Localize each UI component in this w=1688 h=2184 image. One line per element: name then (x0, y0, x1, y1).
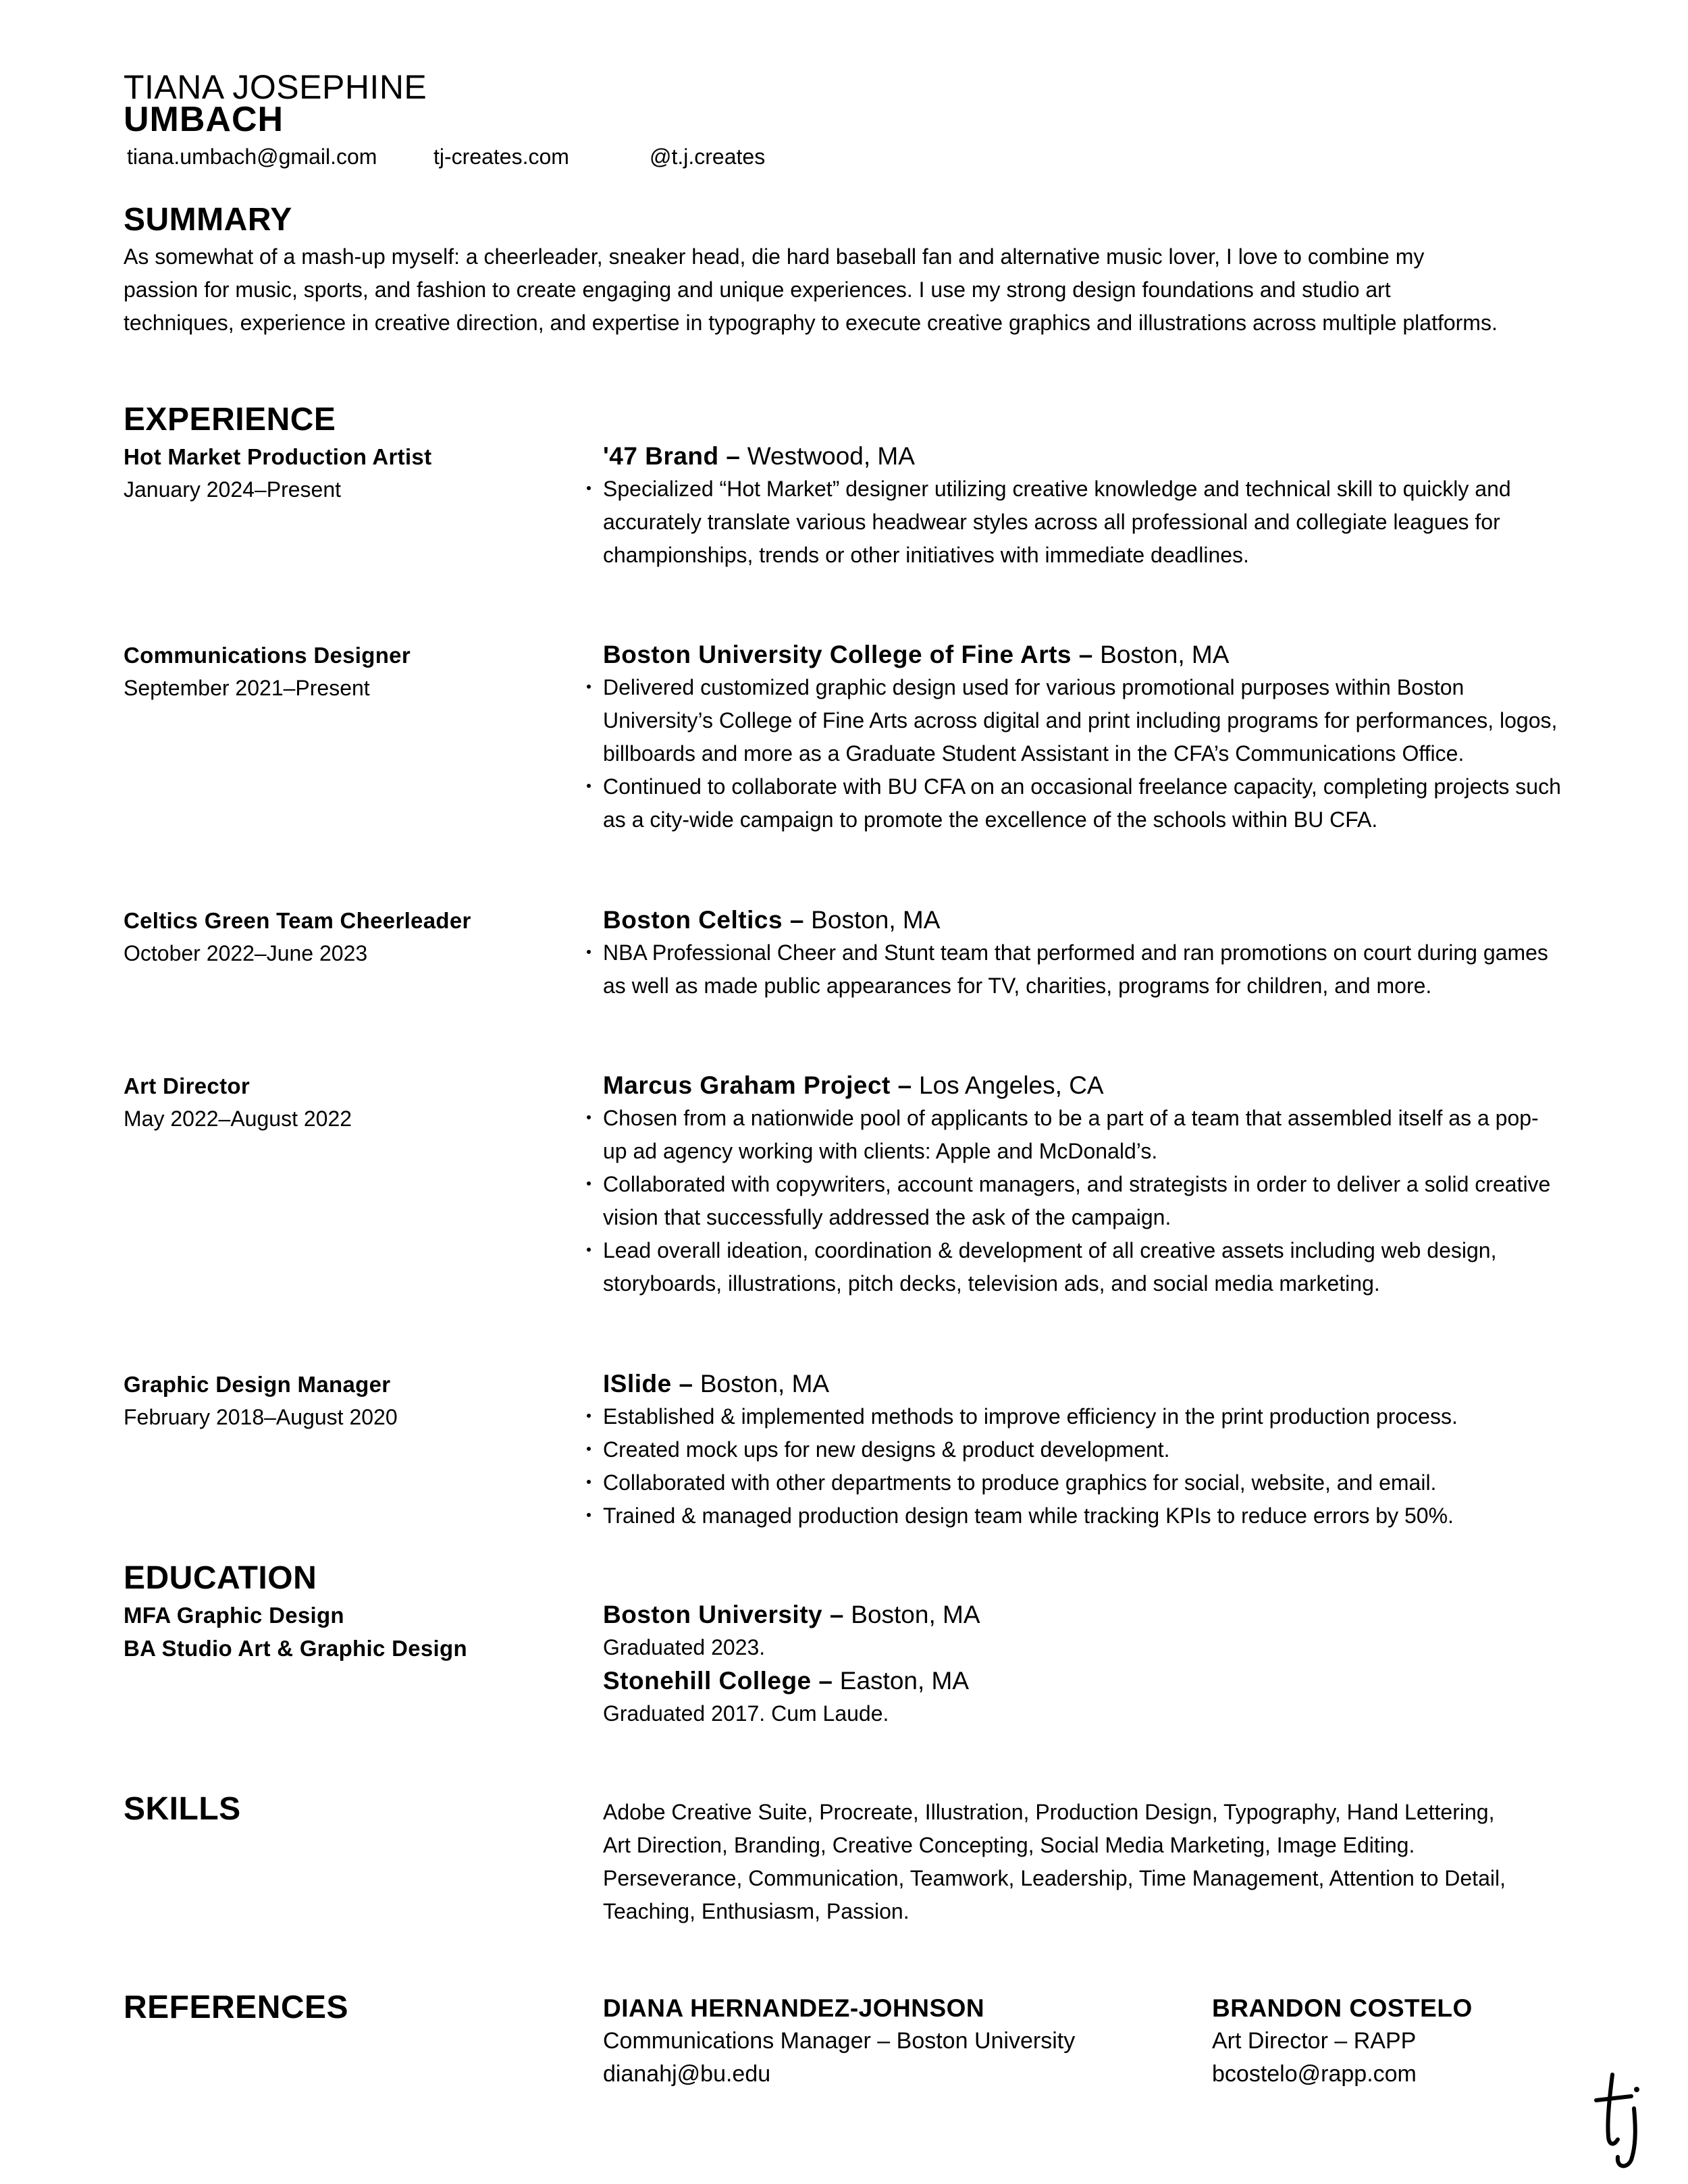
experience-heading: EXPERIENCE (124, 402, 336, 437)
job-location: Boston, MA (1092, 641, 1230, 668)
job-dates: September 2021–Present (124, 676, 370, 700)
school (603, 1598, 1562, 1631)
summary-line: passion for music, sports, and fashion to create engaging and unique experiences. I use my strong design foundations and studio art (124, 277, 1391, 302)
job-dates: October 2022–June 2023 (124, 941, 368, 965)
job-bullet: Created mock ups for new designs & product development. (603, 1433, 1562, 1466)
references-heading: REFERENCES (124, 1990, 349, 2025)
job-org (603, 903, 1562, 936)
job-location: Boston, MA (693, 1370, 830, 1397)
school-name: Boston University – (603, 1601, 844, 1628)
job-role: Art Director (124, 1073, 250, 1098)
school-note: Graduated 2017. Cum Laude. (603, 1701, 889, 1726)
job-org-name: '47 Brand – (603, 442, 741, 470)
school (603, 1664, 1562, 1697)
job-org-name: Boston Celtics – (603, 906, 804, 934)
skills-line: Teaching, Enthusiasm, Passion. (603, 1899, 909, 1923)
reference (603, 1992, 1075, 2091)
reference-title: Art Director – RAPP (1212, 2028, 1417, 2054)
reference-email[interactable]: dianahj@bu.edu (603, 2061, 771, 2087)
job-bullet: Chosen from a nationwide pool of applicants to be a part of a team that assembled itself as a pop-up ad agency working with clients: Apple and McDonald’s. (603, 1102, 1562, 1168)
job-org-name: ISlide – (603, 1370, 693, 1397)
job-bullet: NBA Professional Cheer and Stunt team that performed and ran promotions on court during games as well as made public appearances for TV, charities, programs for children, and more. (603, 936, 1562, 1003)
summary-line: techniques, experience in creative direction, and expertise in typography to execute creative graphics and illustrations across multiple platforms. (124, 311, 1498, 335)
job-role: Hot Market Production Artist (124, 444, 432, 469)
job-entry (603, 1367, 1562, 1533)
job-role: Celtics Green Team Cheerleader (124, 908, 471, 933)
job-bullet: Established & implemented methods to improve efficiency in the print production process. (603, 1400, 1562, 1433)
job-location: Boston, MA (803, 906, 941, 934)
reference-email[interactable]: bcostelo@rapp.com (1212, 2061, 1417, 2087)
job-dates: May 2022–August 2022 (124, 1107, 352, 1131)
job-bullets (603, 1400, 1562, 1533)
summary-heading: SUMMARY (124, 202, 292, 238)
job-bullets (603, 936, 1562, 1003)
education-entry (603, 1598, 1562, 1730)
contact-email[interactable]: tiana.umbach@gmail.com (127, 144, 377, 169)
job-bullets (603, 671, 1562, 836)
degree: BA Studio Art & Graphic Design (124, 1636, 467, 1661)
school-name: Stonehill College – (603, 1667, 833, 1695)
name-first: TIANA JOSEPHINE (124, 68, 427, 106)
job-org (603, 638, 1562, 671)
school-location: Easton, MA (833, 1667, 970, 1695)
job-bullet: Collaborated with copywriters, account managers, and strategists in order to deliver a solid creative vision that successfully addressed the ask of the campaign. (603, 1168, 1562, 1234)
job-location: Los Angeles, CA (912, 1071, 1104, 1099)
skills-line: Perseverance, Communication, Teamwork, Leadership, Time Management, Attention to Detail, (603, 1866, 1506, 1890)
job-bullet: Trained & managed production design team while tracking KPIs to reduce errors by 50%. (603, 1499, 1562, 1533)
summary-text (124, 240, 1568, 340)
degree: MFA Graphic Design (124, 1603, 344, 1628)
school-location: Boston, MA (843, 1601, 980, 1628)
reference-name: DIANA HERNANDEZ-JOHNSON (603, 1994, 985, 2022)
job-bullet: Lead overall ideation, coordination & development of all creative assets including web design, storyboards, illustrations, pitch decks, television ads, and social media marketing. (603, 1234, 1562, 1300)
skills-text (603, 1796, 1562, 1928)
job-bullet: Delivered customized graphic design used for various promotional purposes within Boston University’s College of Fine Arts across digital and print including programs for performances, logos, billboards and more as a Graduate Student Assistant in the CFA’s Communications Office. (603, 671, 1562, 770)
job-entry (603, 903, 1562, 1003)
skills-heading: SKILLS (124, 1791, 241, 1827)
job-bullets (603, 473, 1562, 572)
job-bullet: Continued to collaborate with BU CFA on an occasional freelance capacity, completing projects such as a city-wide campaign to promote the excellence of the schools within BU CFA. (603, 770, 1562, 836)
job-org-name: Boston University College of Fine Arts – (603, 641, 1093, 668)
job-role: Communications Designer (124, 643, 411, 668)
school-note: Graduated 2023. (603, 1635, 766, 1659)
job-org (603, 1367, 1562, 1400)
contact-handle[interactable]: @t.j.creates (650, 144, 766, 169)
reference-name: BRANDON COSTELO (1212, 1994, 1473, 2022)
reference (1212, 1992, 1473, 2091)
job-entry (603, 1069, 1562, 1300)
name-last: UMBACH (124, 100, 284, 139)
tj-monogram-icon (1587, 2069, 1661, 2170)
job-org (603, 440, 1562, 473)
job-dates: February 2018–August 2020 (124, 1405, 398, 1429)
skills-line: Adobe Creative Suite, Procreate, Illustration, Production Design, Typography, Hand Lettering, (603, 1800, 1495, 1824)
job-entry (603, 440, 1562, 572)
job-org-name: Marcus Graham Project – (603, 1071, 912, 1099)
skills-line: Art Direction, Branding, Creative Concepting, Social Media Marketing, Image Editing. (603, 1833, 1415, 1857)
job-location: Westwood, MA (740, 442, 915, 470)
job-bullet: Collaborated with other departments to produce graphics for social, website, and email. (603, 1466, 1562, 1499)
job-dates: January 2024–Present (124, 477, 341, 502)
job-entry (603, 638, 1562, 836)
reference-title: Communications Manager – Boston University (603, 2028, 1076, 2054)
job-bullet: Specialized “Hot Market” designer utilizing creative knowledge and technical skill to quickly and accurately translate various headwear styles across all professional and collegiate leagues for championships, trends or other initiatives with immediate deadlines. (603, 473, 1562, 572)
job-role: Graphic Design Manager (124, 1372, 391, 1397)
job-org (603, 1069, 1562, 1102)
summary-line: As somewhat of a mash-up myself: a cheerleader, sneaker head, die hard baseball fan and alternative music lover, I love to combine my (124, 244, 1425, 269)
education-heading: EDUCATION (124, 1560, 317, 1596)
contact-website[interactable]: tj-creates.com (433, 144, 569, 169)
job-bullets (603, 1102, 1562, 1300)
